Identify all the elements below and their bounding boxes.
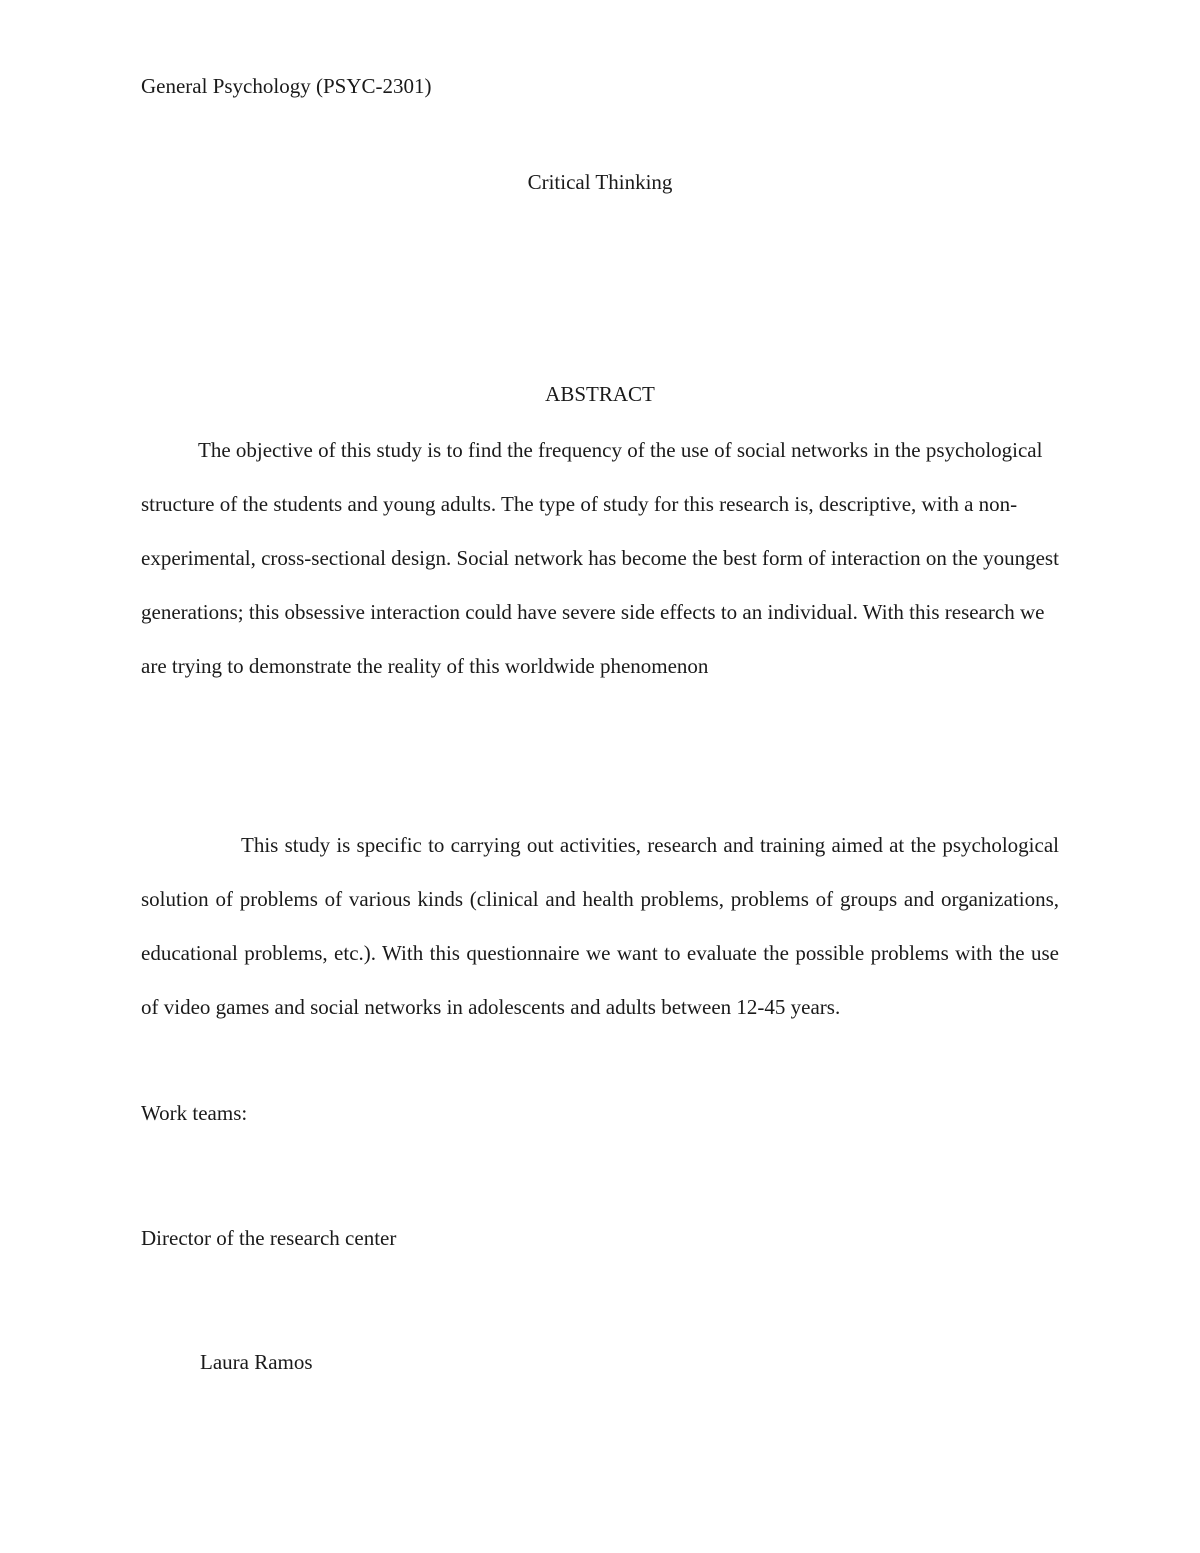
- abstract-heading: ABSTRACT: [545, 382, 655, 406]
- work-teams-label: Work teams:: [141, 1101, 248, 1125]
- course-name: General Psychology (PSYC-2301): [141, 74, 432, 98]
- abstract-paragraph-2: This study is specific to carrying out activities, research and training aimed at the psychological solution of problems of various kinds (clinical and health problems, problems of groups and organizations, educational problems, etc.). With this questionnaire we want to evaluate the possible problems with the use of video games and social networks in adolescents and adults between 12-45 years.: [141, 833, 1059, 1019]
- abstract-paragraph-1: The objective of this study is to find the frequency of the use of social networks in the psychological structure of the students and young adults. The type of study for this research is, descriptive, with a non-experimental, cross-sectional design. Social network has become the best form of interaction on the youngest generations; this obsessive interaction could have severe side effects to an individual. With this research we are trying to demonstrate the reality of this worldwide phenomenon: [141, 438, 1059, 678]
- director-role: Director of the research center: [141, 1226, 397, 1250]
- document-title: Critical Thinking: [527, 170, 673, 194]
- director-name: Laura Ramos: [200, 1350, 313, 1374]
